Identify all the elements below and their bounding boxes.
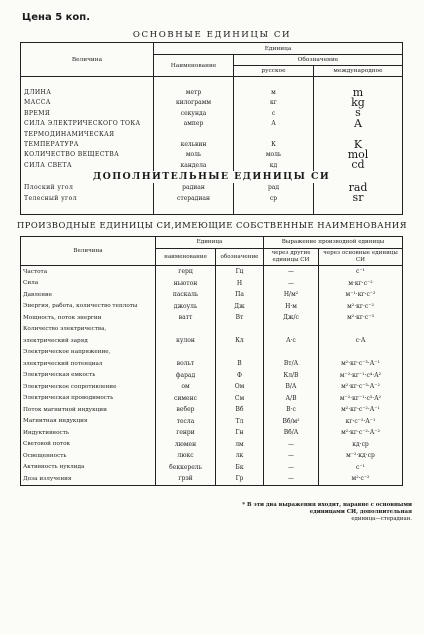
designation-cell: Дж	[216, 301, 264, 313]
col-name: Наименование	[154, 55, 234, 77]
unit-name-cell	[156, 324, 216, 336]
table-row	[21, 108, 403, 118]
col-via-base: через основные единицы СИ	[319, 249, 403, 266]
designation-cell: Н	[216, 278, 264, 290]
quantity-cell: СИЛА СВЕТА	[24, 161, 72, 169]
col-expression: Выражение производной единицы	[264, 237, 403, 249]
designation-cell	[216, 347, 264, 359]
designation-cell: Тл	[216, 416, 264, 428]
col-russian: русское	[234, 66, 314, 77]
designation-cell: лм	[216, 439, 264, 451]
table-row	[21, 160, 403, 170]
col-name: наименование	[156, 249, 216, 266]
designation-cell: Ф	[216, 370, 264, 382]
quantity-cell: Частота	[23, 268, 48, 275]
quantity-cell: ДЛИНА	[24, 89, 52, 97]
unit-name-cell: джоуль	[156, 301, 216, 313]
quantity-cell: Поток магнитной индукции	[23, 406, 107, 413]
russian-symbol-cell: К	[234, 139, 314, 149]
international-symbol-cell: kg	[314, 98, 403, 108]
via-other-cell	[264, 347, 319, 359]
designation-cell: Бк	[216, 462, 264, 474]
via-other-cell: А·с	[264, 335, 319, 347]
via-base-cell: м²·кг·с⁻²	[319, 301, 403, 313]
col-via-other: через другие единицы СИ	[264, 249, 319, 266]
quantity-cell: Электрическая емкость	[23, 372, 96, 379]
via-base-cell: с·А	[319, 335, 403, 347]
unit-name-cell: ватт	[156, 312, 216, 324]
russian-symbol-cell: А	[234, 119, 314, 129]
unit-name-cell: тесла	[156, 416, 216, 428]
via-base-cell: м⁻¹·кг·с⁻²	[319, 289, 403, 301]
designation-cell: Вт	[216, 312, 264, 324]
designation-cell: лк	[216, 450, 264, 462]
designation-cell: Гр	[216, 473, 264, 485]
quantity-cell: Доза излучения	[23, 475, 72, 482]
via-other-cell: —	[264, 450, 319, 462]
base-units-table	[20, 42, 403, 215]
via-base-cell: м⁻²·кг⁻¹·с³·А²	[319, 393, 403, 405]
quantity-cell: Магнитная индукция	[23, 418, 88, 425]
via-base-cell: м²·кг·с⁻³·А⁻²	[319, 381, 403, 393]
table-row	[21, 301, 403, 313]
via-other-cell: —	[264, 439, 319, 451]
col-unit: Единица	[154, 43, 403, 55]
quantity-cell: ТЕМПЕРАТУРА	[24, 141, 79, 149]
table-row	[21, 150, 403, 160]
quantity-cell: Количество электричества,	[23, 326, 107, 333]
table-row	[21, 183, 403, 193]
via-other-cell: Н·м	[264, 301, 319, 313]
unit-name-cell	[156, 347, 216, 359]
quantity-cell: Активность нуклида	[23, 464, 85, 471]
quantity-cell: СИЛА ЭЛЕКТРИЧЕСКОГО ТОКА	[24, 120, 141, 128]
via-other-cell: Вт/А	[264, 358, 319, 370]
quantity-cell: Световой поток	[23, 441, 71, 448]
quantity-cell: Электрическое сопротивление	[23, 383, 117, 390]
table-row	[21, 266, 403, 278]
quantity-cell: электрический потенциал	[23, 360, 103, 367]
col-designation: Обозначение	[234, 55, 403, 66]
russian-symbol-cell: м	[234, 87, 314, 97]
designation-cell: См	[216, 393, 264, 405]
unit-name-cell: вольт	[156, 358, 216, 370]
quantity-cell: Электрическое напряжение,	[23, 349, 111, 356]
col-quantity: Величина	[21, 237, 156, 266]
designation-cell: Гц	[216, 266, 264, 278]
table-row	[21, 404, 403, 416]
table-row	[21, 462, 403, 474]
quantity-cell: Энергия, работа, количество теплоты	[23, 303, 138, 310]
unit-name-cell: моль	[154, 150, 234, 160]
quantity-cell: Освещенность	[23, 452, 67, 459]
quantity-cell: Телесный угол	[24, 194, 77, 202]
table-row	[21, 358, 403, 370]
designation-cell	[216, 324, 264, 336]
international-symbol-cell: cd	[314, 160, 403, 170]
russian-symbol-cell: ср	[234, 193, 314, 203]
unit-name-cell: секунда	[154, 108, 234, 118]
table-row	[21, 416, 403, 428]
designation-cell: Па	[216, 289, 264, 301]
table-row	[21, 324, 403, 336]
international-symbol-cell: s	[314, 108, 403, 118]
via-base-cell: м²·кг·с⁻²·А⁻²	[319, 427, 403, 439]
quantity-cell: электрический заряд	[23, 337, 88, 344]
via-base-cell	[319, 347, 403, 359]
table-row	[21, 278, 403, 290]
unit-name-cell: грэй	[156, 473, 216, 485]
unit-name-cell: беккерель	[156, 462, 216, 474]
table-row	[21, 289, 403, 301]
via-other-cell: Кл/В	[264, 370, 319, 382]
unit-name-cell: паскаль	[156, 289, 216, 301]
via-base-cell: м·кг·с⁻²	[319, 278, 403, 290]
international-symbol-cell: rad	[314, 183, 403, 193]
unit-name-cell	[154, 129, 234, 139]
quantity-cell: ТЕРМОДИНАМИЧЕСКАЯ	[24, 130, 115, 138]
unit-name-cell: килограмм	[154, 98, 234, 108]
via-other-cell: А/В	[264, 393, 319, 405]
designation-cell: Кл	[216, 335, 264, 347]
unit-name-cell: люмен	[156, 439, 216, 451]
col-international: международное	[314, 66, 403, 77]
russian-symbol-cell	[234, 129, 314, 139]
supplementary-units-title: ДОПОЛНИТЕЛЬНЫЕ ЕДИНИЦЫ СИ	[92, 171, 331, 183]
table-row	[21, 439, 403, 451]
unit-name-cell: герц	[156, 266, 216, 278]
via-other-cell: Вб/м²	[264, 416, 319, 428]
via-other-cell	[264, 324, 319, 336]
unit-name-cell: кулон	[156, 335, 216, 347]
table-row	[21, 347, 403, 359]
via-base-cell: м⁻²·кг⁻¹·с⁴·А²	[319, 370, 403, 382]
russian-symbol-cell: рад	[234, 183, 314, 193]
table-row	[21, 335, 403, 347]
international-symbol-cell: m	[314, 87, 403, 97]
designation-cell: Ом	[216, 381, 264, 393]
via-base-cell: с⁻¹	[319, 462, 403, 474]
footnote-line2: единица—стерадиан.	[351, 516, 412, 522]
international-symbol-cell: mol	[314, 150, 403, 160]
via-other-cell: Н/м²	[264, 289, 319, 301]
table-row	[21, 119, 403, 129]
footnote	[232, 502, 412, 523]
via-other-cell: Вб/А	[264, 427, 319, 439]
via-other-cell: В/А	[264, 381, 319, 393]
international-symbol-cell: sr	[314, 193, 403, 203]
quantity-cell: Мощность, поток энергии	[23, 314, 102, 321]
via-other-cell: Дж/с	[264, 312, 319, 324]
table-row	[21, 139, 403, 149]
table-row	[21, 370, 403, 382]
via-other-cell: В·с	[264, 404, 319, 416]
base-units-title: ОСНОВНЫЕ ЕДИНИЦЫ СИ	[132, 30, 292, 40]
table-row	[21, 473, 403, 485]
derived-units-title: ПРОИЗВОДНЫЕ ЕДИНИЦЫ СИ,ИМЕЮЩИЕ СОБСТВЕННЫЕ НАИМЕНОВАНИЯ	[16, 220, 407, 230]
designation-cell: Вб	[216, 404, 264, 416]
via-base-cell: м²·кг·с⁻³	[319, 312, 403, 324]
via-base-cell: с⁻¹	[319, 266, 403, 278]
unit-name-cell: генри	[156, 427, 216, 439]
via-base-cell: м²·кг·с⁻³·А⁻¹	[319, 358, 403, 370]
unit-name-cell: люкс	[156, 450, 216, 462]
russian-symbol-cell: с	[234, 108, 314, 118]
russian-symbol-cell: моль	[234, 150, 314, 160]
table-row	[21, 193, 403, 203]
international-symbol-cell: K	[314, 139, 403, 149]
quantity-cell: Электрическая проводимость	[23, 395, 114, 402]
derived-units-table	[20, 236, 403, 486]
unit-name-cell: метр	[154, 87, 234, 97]
table-row	[21, 450, 403, 462]
unit-name-cell: сименс	[156, 393, 216, 405]
russian-symbol-cell: кд	[234, 160, 314, 170]
via-base-cell: кд·ср	[319, 439, 403, 451]
unit-name-cell: стерадиан	[154, 193, 234, 203]
via-other-cell: —	[264, 278, 319, 290]
footnote-line1: * В эти два выражения входит, наравне с основными единицами СИ, дополнительная	[242, 502, 412, 515]
table-row	[21, 393, 403, 405]
via-base-cell: м²·с⁻²	[319, 473, 403, 485]
unit-name-cell: кельвин	[154, 139, 234, 149]
table-row	[21, 381, 403, 393]
col-designation: обозначение	[216, 249, 264, 266]
price-label: Цена 5 коп.	[22, 12, 91, 23]
via-base-cell: кг·с⁻²·А⁻¹	[319, 416, 403, 428]
quantity-cell: Сила	[23, 280, 39, 287]
russian-symbol-cell: кг	[234, 98, 314, 108]
table-row	[21, 312, 403, 324]
table-row	[21, 129, 403, 139]
quantity-cell: КОЛИЧЕСТВО ВЕЩЕСТВА	[24, 151, 120, 159]
unit-name-cell: ом	[156, 381, 216, 393]
quantity-cell: ВРЕМЯ	[24, 109, 51, 117]
via-other-cell: —	[264, 266, 319, 278]
col-unit: Единица	[156, 237, 264, 249]
via-other-cell: —	[264, 473, 319, 485]
quantity-cell: МАССА	[24, 99, 51, 107]
table-row	[21, 427, 403, 439]
table-row	[21, 87, 403, 97]
quantity-cell: Давление	[23, 291, 53, 298]
col-quantity: Величина	[21, 43, 154, 77]
unit-name-cell: фарад	[156, 370, 216, 382]
designation-cell: В	[216, 358, 264, 370]
table-row	[21, 98, 403, 108]
via-base-cell: м⁻²·кд·ср	[319, 450, 403, 462]
unit-name-cell: кандела	[154, 160, 234, 170]
unit-name-cell: радиан	[154, 183, 234, 193]
via-other-cell: —	[264, 462, 319, 474]
via-base-cell: м²·кг·с⁻²·А⁻¹	[319, 404, 403, 416]
designation-cell: Гн	[216, 427, 264, 439]
via-base-cell	[319, 324, 403, 336]
unit-name-cell: вебер	[156, 404, 216, 416]
international-symbol-cell: A	[314, 119, 403, 129]
unit-name-cell: ампер	[154, 119, 234, 129]
unit-name-cell: ньютон	[156, 278, 216, 290]
quantity-cell: Плоский угол	[24, 184, 74, 192]
quantity-cell: Индуктивность	[23, 429, 69, 436]
